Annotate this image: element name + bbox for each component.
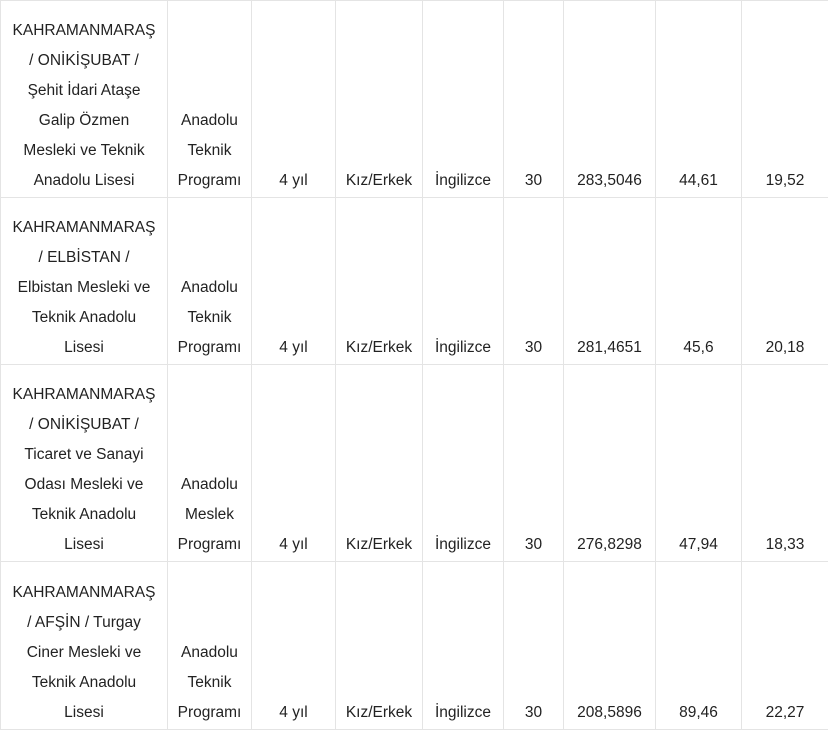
program-line: Teknik — [171, 136, 248, 166]
program-line: Programı — [171, 333, 248, 363]
program-cell — [168, 198, 252, 365]
duration-cell: 4 yıl — [252, 562, 336, 730]
school-name-line: / ONİKİŞUBAT / — [4, 410, 164, 440]
duration-cell: 4 yıl — [252, 365, 336, 562]
table-row — [1, 198, 828, 365]
program-line: Programı — [171, 530, 248, 560]
program-line: Anadolu — [171, 106, 248, 136]
language-cell: İngilizce — [423, 1, 504, 198]
school-name-line: KAHRAMANMARAŞ — [4, 380, 164, 410]
school-name-line: KAHRAMANMARAŞ — [4, 16, 164, 46]
base-score-cell: 281,4651 — [564, 198, 656, 365]
school-name-line: Ticaret ve Sanayi — [4, 440, 164, 470]
school-name-line: Mesleki ve Teknik — [4, 136, 164, 166]
program-line: Meslek — [171, 500, 248, 530]
school-name-cell — [1, 365, 168, 562]
quota-cell: 30 — [504, 198, 564, 365]
school-name-line: Elbistan Mesleki ve — [4, 273, 164, 303]
school-name-line: Anadolu Lisesi — [4, 166, 164, 196]
program-line: Teknik — [171, 668, 248, 698]
percentile-cell: 89,46 — [656, 562, 742, 730]
program-line: Anadolu — [171, 273, 248, 303]
last-value-cell: 20,18 — [742, 198, 828, 365]
table-row — [1, 562, 828, 730]
program-line: Teknik — [171, 303, 248, 333]
school-name-line: / ELBİSTAN / — [4, 243, 164, 273]
school-name-line: Lisesi — [4, 530, 164, 560]
table-row — [1, 365, 828, 562]
program-cell — [168, 562, 252, 730]
school-name-line: Şehit İdari Ataşe — [4, 76, 164, 106]
duration-cell: 4 yıl — [252, 198, 336, 365]
duration-cell: 4 yıl — [252, 1, 336, 198]
school-name-line: KAHRAMANMARAŞ — [4, 578, 164, 608]
school-name-line: KAHRAMANMARAŞ — [4, 213, 164, 243]
program-cell — [168, 1, 252, 198]
language-cell: İngilizce — [423, 198, 504, 365]
percentile-cell: 44,61 — [656, 1, 742, 198]
program-line: Programı — [171, 166, 248, 196]
program-line: Anadolu — [171, 638, 248, 668]
school-name-line: Teknik Anadolu — [4, 668, 164, 698]
school-name-line: / AFŞİN / Turgay — [4, 608, 164, 638]
base-score-cell: 208,5896 — [564, 562, 656, 730]
school-name-line: Lisesi — [4, 333, 164, 363]
school-name-line: Teknik Anadolu — [4, 303, 164, 333]
school-name-line: Teknik Anadolu — [4, 500, 164, 530]
last-value-cell: 19,52 — [742, 1, 828, 198]
last-value-cell: 18,33 — [742, 365, 828, 562]
school-name-cell — [1, 198, 168, 365]
language-cell: İngilizce — [423, 365, 504, 562]
base-score-cell: 276,8298 — [564, 365, 656, 562]
school-name-line: Odası Mesleki ve — [4, 470, 164, 500]
gender-cell: Kız/Erkek — [336, 562, 423, 730]
percentile-cell: 45,6 — [656, 198, 742, 365]
quota-cell: 30 — [504, 365, 564, 562]
program-line: Anadolu — [171, 470, 248, 500]
program-cell — [168, 365, 252, 562]
gender-cell: Kız/Erkek — [336, 365, 423, 562]
school-name-cell — [1, 1, 168, 198]
language-cell: İngilizce — [423, 562, 504, 730]
quota-cell: 30 — [504, 1, 564, 198]
base-score-cell: 283,5046 — [564, 1, 656, 198]
table-row — [1, 1, 828, 198]
quota-cell: 30 — [504, 562, 564, 730]
school-name-line: Ciner Mesleki ve — [4, 638, 164, 668]
percentile-cell: 47,94 — [656, 365, 742, 562]
school-name-line: Galip Özmen — [4, 106, 164, 136]
last-value-cell: 22,27 — [742, 562, 828, 730]
school-name-cell — [1, 562, 168, 730]
program-line: Programı — [171, 698, 248, 728]
gender-cell: Kız/Erkek — [336, 1, 423, 198]
gender-cell: Kız/Erkek — [336, 198, 423, 365]
school-name-line: Lisesi — [4, 698, 164, 728]
school-name-line: / ONİKİŞUBAT / — [4, 46, 164, 76]
